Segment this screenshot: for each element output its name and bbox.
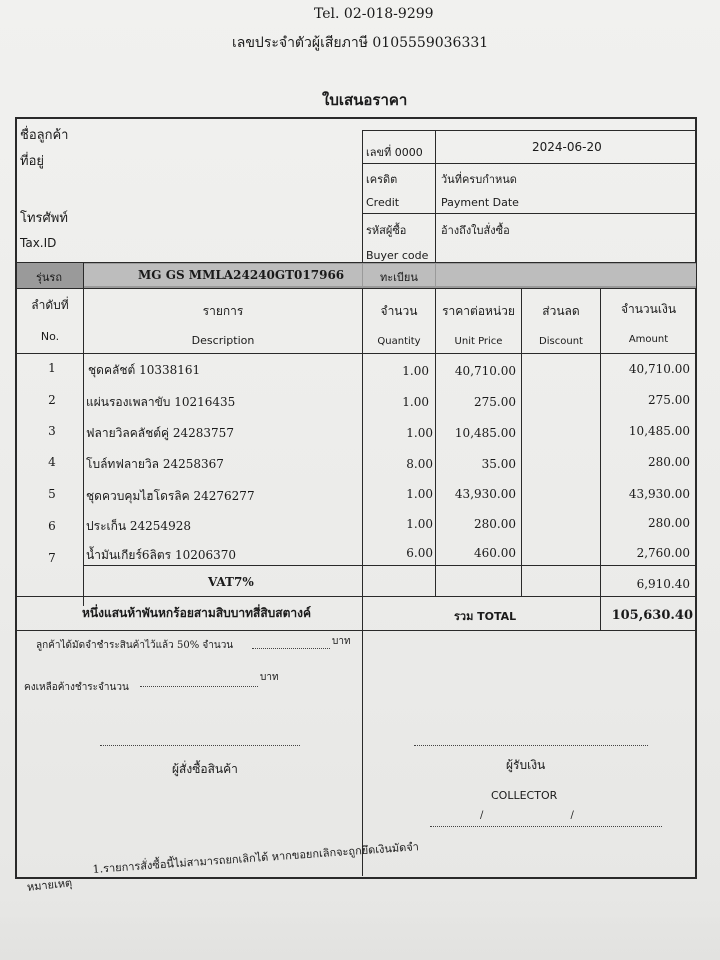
row-amount: 2,760.00 bbox=[636, 546, 690, 560]
col-discount-en: Discount bbox=[539, 336, 583, 347]
orderer-signature-line bbox=[100, 737, 300, 746]
col-desc-en: Description bbox=[191, 334, 255, 347]
doc-number: เลขที่ 0000 bbox=[366, 146, 423, 159]
row-quantity: 1.00 bbox=[406, 487, 433, 501]
vehicle-model-label: รุ่นรถ bbox=[36, 271, 62, 284]
row-unit-price: 280.00 bbox=[474, 517, 516, 531]
row-description: แผ่นรองเพลาขับ 10216435 bbox=[86, 395, 236, 409]
vehicle-plate-label: ทะเบียน bbox=[380, 271, 418, 284]
row-amount: 280.00 bbox=[648, 455, 690, 469]
po-reference-label: อ้างถึงใบสั่งซื้อ bbox=[441, 224, 510, 237]
row-quantity: 8.00 bbox=[406, 457, 433, 471]
vehicle-plate-value-cell bbox=[436, 264, 696, 286]
row-no: 5 bbox=[48, 487, 56, 501]
row-amount: 43,930.00 bbox=[628, 487, 690, 501]
row-description: ชุดควบคุมไฮโดรลิค 24276277 bbox=[86, 489, 255, 503]
col-qty-en: Quantity bbox=[377, 336, 421, 347]
row-description: ฟลายวิลคลัชต์คู่ 24283757 bbox=[86, 426, 234, 440]
vehicle-model-value: MG GS MMLA24240GT017966 bbox=[138, 268, 345, 282]
docinfo-row-line-1 bbox=[362, 163, 696, 164]
docinfo-mid-border bbox=[435, 130, 436, 264]
receiver-label-en: COLLECTOR bbox=[491, 789, 558, 802]
col-qty-th: จำนวน bbox=[380, 304, 418, 318]
row-amount: 275.00 bbox=[648, 393, 690, 407]
row-quantity: 6.00 bbox=[406, 546, 433, 560]
orderer-signature-label: ผู้สั่งซื้อสินค้า bbox=[172, 762, 238, 776]
row-amount: 40,710.00 bbox=[628, 362, 690, 376]
customer-phone-label: โทรศัพท์ bbox=[20, 211, 68, 226]
customer-taxid-label: Tax.ID bbox=[20, 236, 57, 250]
due-date-label-en: Payment Date bbox=[441, 196, 519, 209]
docinfo-left-border bbox=[362, 130, 363, 264]
due-date-label-th: วันที่ครบกำหนด bbox=[441, 173, 517, 186]
row-description: ประเก็น 24254928 bbox=[86, 519, 191, 533]
col-amount-en: Amount bbox=[628, 334, 669, 345]
document-title: ใบเสนอราคา bbox=[322, 91, 408, 109]
credit-label-en: Credit bbox=[366, 196, 400, 209]
receiver-signature-line bbox=[414, 737, 648, 746]
vat-bottom-line bbox=[17, 596, 696, 597]
remaining-unit: บาท bbox=[260, 672, 279, 683]
total-amount: 105,630.40 bbox=[611, 608, 693, 623]
row-no: 7 bbox=[48, 551, 56, 565]
footer-divider bbox=[362, 630, 363, 876]
col-no-th: ลำดับที่ bbox=[31, 298, 69, 312]
col-price-en: Unit Price bbox=[454, 336, 503, 347]
row-unit-price: 10,485.00 bbox=[454, 426, 516, 440]
deposit-line-text: ลูกค้าได้มัดจำชำระสินค้าไว้แล้ว 50% จำนวน bbox=[36, 640, 234, 651]
row-no: 1 bbox=[48, 361, 56, 375]
row-unit-price: 40,710.00 bbox=[454, 364, 516, 378]
docinfo-top-border bbox=[362, 130, 696, 131]
row-amount: 280.00 bbox=[648, 516, 690, 530]
credit-label-th: เครดิต bbox=[366, 173, 398, 186]
buyer-code-label-th: รหัสผู้ซื้อ bbox=[366, 224, 407, 237]
remaining-line-text: คงเหลือค้างชำระจำนวน bbox=[24, 682, 129, 693]
deposit-unit: บาท bbox=[332, 636, 351, 647]
row-unit-price: 275.00 bbox=[474, 395, 516, 409]
col-line-no bbox=[83, 262, 84, 606]
col-price-th: ราคาต่อหน่วย bbox=[442, 304, 515, 318]
vat-amount: 6,910.40 bbox=[636, 577, 690, 591]
row-description: ชุดคลัชต์ 10338161 bbox=[88, 363, 201, 377]
total-label: รวม TOTAL bbox=[454, 610, 517, 623]
col-discount-th: ส่วนลด bbox=[542, 304, 580, 318]
row-no: 3 bbox=[48, 424, 56, 438]
row-no: 4 bbox=[48, 455, 56, 469]
deposit-amount-dots bbox=[252, 640, 330, 649]
row-amount: 10,485.00 bbox=[628, 424, 690, 438]
col-amount-th: จำนวนเงิน bbox=[620, 302, 677, 316]
row-quantity: 1.00 bbox=[402, 395, 429, 409]
band-top-line bbox=[17, 262, 696, 263]
band-bottom-line bbox=[17, 288, 696, 289]
paper-shadow bbox=[0, 900, 720, 960]
customer-name-label: ชื่อลูกค้า bbox=[20, 128, 69, 143]
doc-date: 2024-06-20 bbox=[532, 140, 602, 154]
vat-top-line bbox=[83, 565, 696, 566]
row-no: 6 bbox=[48, 519, 56, 533]
buyer-code-label-en: Buyer code bbox=[366, 249, 429, 262]
header-bottom-line bbox=[17, 353, 696, 354]
row-no: 2 bbox=[48, 393, 56, 407]
row-description: น้ำมันเกียร์6ลิตร 10206370 bbox=[86, 548, 237, 562]
total-bottom-line bbox=[17, 630, 696, 631]
docinfo-row-line-2 bbox=[362, 213, 696, 214]
row-unit-price: 43,930.00 bbox=[454, 487, 516, 501]
collector-date-slashes: / / bbox=[480, 810, 574, 821]
col-line-price bbox=[521, 288, 522, 596]
row-quantity: 1.00 bbox=[406, 426, 433, 440]
row-quantity: 1.00 bbox=[406, 517, 433, 531]
col-no-en: No. bbox=[40, 330, 60, 343]
customer-address-label: ที่อยู่ bbox=[20, 154, 44, 169]
col-desc-th: รายการ bbox=[202, 304, 244, 318]
row-unit-price: 460.00 bbox=[474, 546, 516, 560]
note-text: 1.รายการสั่งซื้อนี้ไม่สามารถยกเลิกได้ หากขอยกเลิกจะถูกยึดเงินมัดจำ bbox=[92, 840, 420, 876]
row-quantity: 1.00 bbox=[402, 364, 429, 378]
vat-label: VAT7% bbox=[208, 575, 254, 589]
total-in-words: หนึ่งแสนห้าพันหกร้อยสามสิบบาทสี่สิบสตางค์ bbox=[82, 606, 312, 620]
company-tax-id: เลขประจำตัวผู้เสียภาษี 0105559036331 bbox=[232, 35, 489, 51]
row-unit-price: 35.00 bbox=[481, 457, 516, 471]
remaining-amount-dots bbox=[140, 678, 258, 687]
receiver-label-th: ผู้รับเงิน bbox=[506, 758, 546, 772]
row-description: โบล์ทฟลายวิล 24258367 bbox=[86, 457, 224, 471]
company-phone: Tel. 02-018-9299 bbox=[314, 6, 434, 22]
note-label: หมายเหตุ bbox=[26, 876, 73, 894]
